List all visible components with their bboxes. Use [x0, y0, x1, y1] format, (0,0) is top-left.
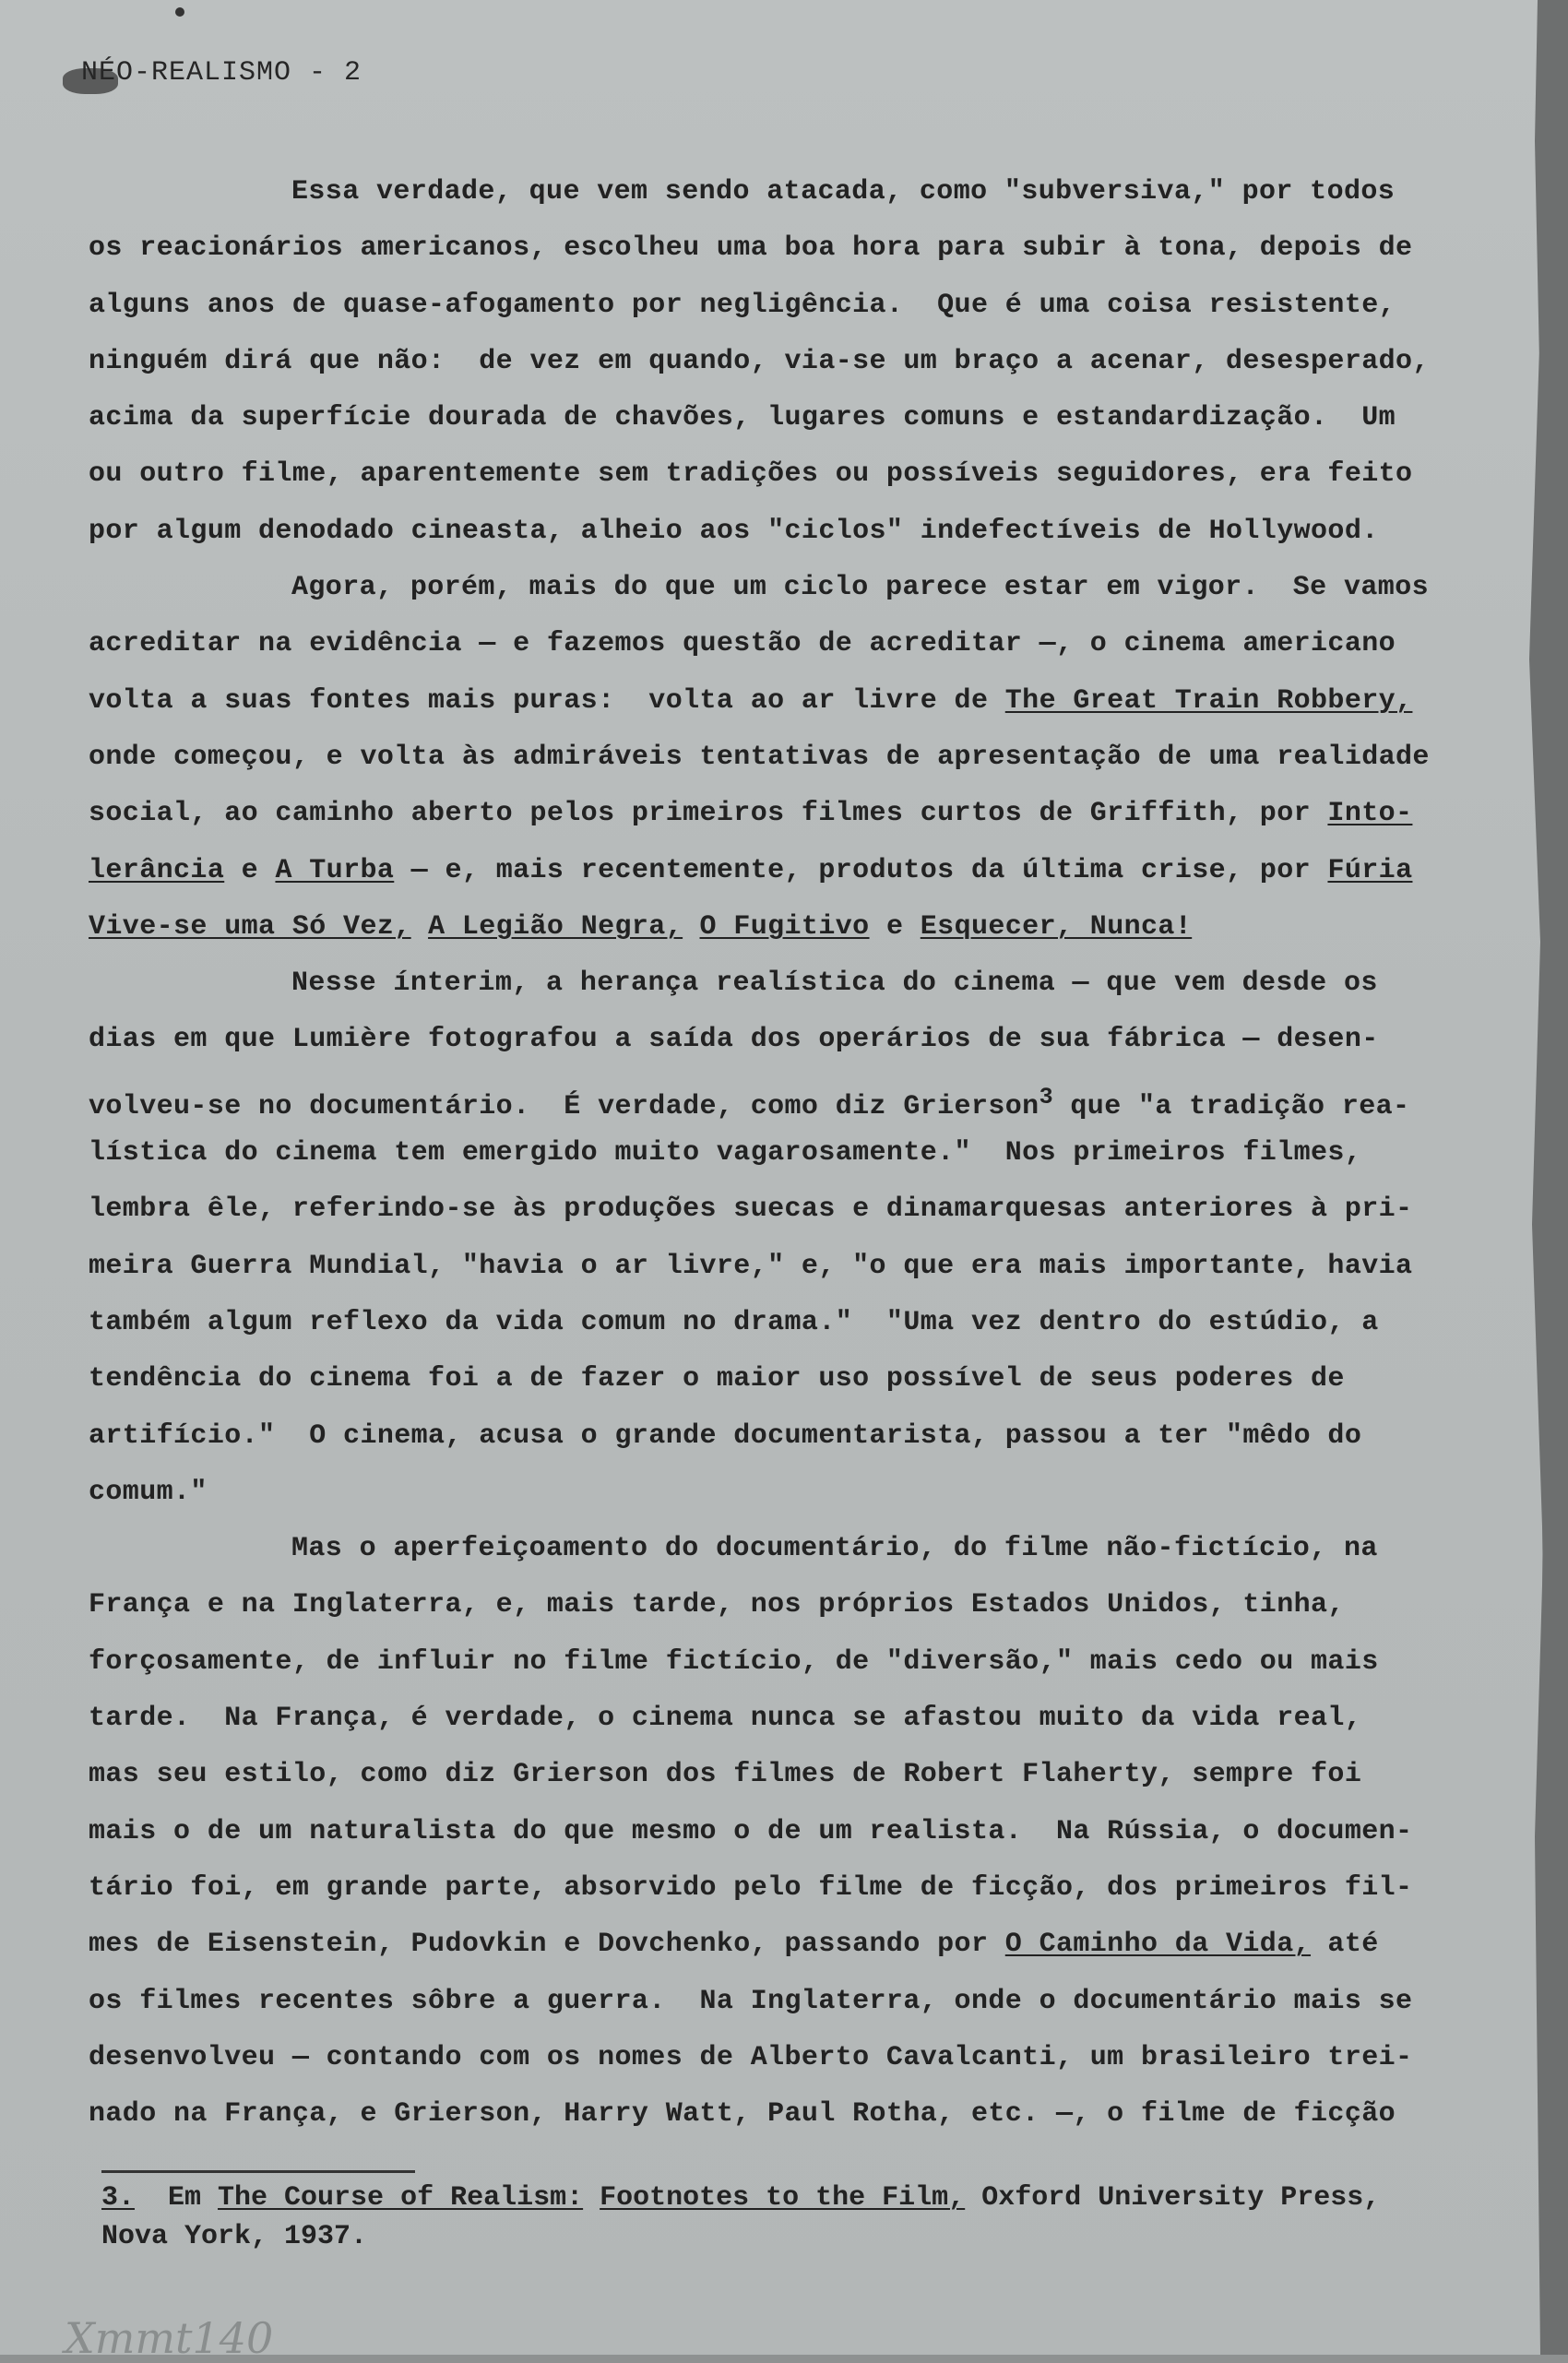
document-body [89, 164, 1546, 2143]
underlined-title: lerância [89, 854, 225, 886]
body-line [89, 616, 1546, 672]
text-run: volveu-se no documentário. É verdade, como diz Grierson [89, 1090, 1039, 1122]
underlined-title: Vive-se uma Só Vez, [89, 910, 411, 943]
body-line [89, 1408, 1546, 1465]
underlined-title: A Turba [275, 854, 395, 886]
footnote-line [101, 2179, 1540, 2217]
body-line [89, 1747, 1546, 1803]
body-line [89, 446, 1546, 503]
text-run: tarde. Na França, é verdade, o cinema nunca se afastou muito da vida real, [89, 1703, 1362, 1735]
text-run: por algum denodado cineasta, alheio aos "ciclos" indefectíveis de Hollywood. [89, 515, 1379, 547]
underlined-title: A Legião Negra, [428, 910, 683, 943]
text-run: acreditar na evidência — e fazemos questão de acreditar —, o cinema americano [89, 628, 1396, 660]
body-line [89, 1917, 1546, 1973]
text-run: acima da superfície dourada de chavões, lugares comuns e estandardização. Um [89, 402, 1396, 434]
text-run: nado na França, e Grierson, Harry Watt, Paul Rotha, etc. —, o filme de ficção [89, 2098, 1396, 2131]
footnote-rule [101, 2170, 415, 2173]
footnote [101, 2179, 1540, 2256]
text-run: lembra êle, referindo-se às produções suecas e dinamarquesas anteriores à pri- [89, 1193, 1413, 1226]
text-run: — e, mais recentemente, produtos da última crise, por [394, 854, 1328, 886]
body-line [89, 278, 1546, 334]
body-line [89, 1239, 1546, 1295]
text-run: mas seu estilo, como diz Grierson dos filmes de Robert Flaherty, sempre foi [89, 1759, 1362, 1791]
body-line [89, 1634, 1546, 1691]
text-run: tário foi, em grande parte, absorvido pelo filme de ficção, dos primeiros fil- [89, 1871, 1413, 1904]
text-run: Essa verdade, que vem sendo atacada, como "subversiva," por todos [291, 176, 1396, 208]
text-run: mes de Eisenstein, Pudovkin e Dovchenko, passando por [89, 1929, 1005, 1961]
body-line [89, 1125, 1546, 1182]
body-line [89, 843, 1546, 899]
body-line [89, 1351, 1546, 1407]
text-run: Oxford University Press, [965, 2182, 1381, 2214]
body-line [89, 560, 1546, 616]
text-run: alguns anos de quase-afogamento por negligência. Que é uma coisa resistente, [89, 289, 1396, 321]
body-line [89, 2030, 1546, 2086]
text-run: os reacionários americanos, escolheu uma boa hora para subir à tona, depois de [89, 232, 1413, 265]
text-run: e [869, 910, 921, 943]
body-line [89, 1804, 1546, 1860]
text-run: lística do cinema tem emergido muito vagarosamente." Nos primeiros filmes, [89, 1137, 1362, 1170]
body-line [89, 1182, 1546, 1238]
body-line [89, 1860, 1546, 1917]
body-line [89, 1577, 1546, 1633]
body-line [89, 334, 1546, 390]
text-run: e [224, 854, 276, 886]
text-run [411, 911, 428, 943]
body-line [89, 1521, 1546, 1577]
footnote-line [101, 2217, 1540, 2256]
text-run: os filmes recentes sôbre a guerra. Na Inglaterra, onde o documentário mais se [89, 1985, 1413, 2017]
underlined-title: Esquecer, Nunca! [920, 910, 1193, 943]
handwritten-note: Xmmt140 [65, 2313, 274, 2363]
text-run: ninguém dirá que não: de vez em quando, via-se um braço a acenar, desesperado, [89, 345, 1430, 377]
body-line [89, 2086, 1546, 2143]
underlined-title: The Great Train Robbery, [1004, 684, 1413, 717]
underlined-title: O Fugitivo [699, 910, 870, 943]
page-header: NÉO-REALISMO - 2 [81, 57, 362, 89]
text-run: Agora, porém, mais do que um ciclo parece estar em vigor. Se vamos [291, 572, 1429, 604]
text-run: França e na Inglaterra, e, mais tarde, nos próprios Estados Unidos, tinha, [89, 1589, 1345, 1621]
text-run: ou outro filme, aparentemente sem tradições ou possíveis seguidores, era feito [89, 458, 1413, 491]
body-line [89, 220, 1546, 277]
text-run: Mas o aperfeiçoamento do documentário, do filme não-fictício, na [291, 1533, 1378, 1565]
text-run: dias em que Lumière fotografou a saída dos operários de sua fábrica — desen- [89, 1024, 1379, 1056]
body-line [89, 390, 1546, 446]
text-run: comum." [89, 1476, 208, 1508]
underlined-title: Footnotes to the Film, [600, 2182, 966, 2214]
body-line [89, 673, 1546, 730]
text-run [583, 2182, 600, 2214]
body-line [89, 1691, 1546, 1747]
ink-dot [175, 7, 184, 17]
text-run: desenvolveu — contando com os nomes de Alberto Cavalcanti, um brasileiro trei- [89, 2041, 1413, 2073]
text-run: Nova York, 1937. [101, 2221, 368, 2252]
underlined-title: 3. [101, 2182, 136, 2214]
text-run: também algum reflexo da vida comum no drama." "Uma vez dentro do estúdio, a [89, 1306, 1379, 1338]
text-run: tendência do cinema foi a de fazer o maior uso possível de seus poderes de [89, 1363, 1345, 1395]
text-run: até [1311, 1929, 1379, 1961]
body-line [89, 1295, 1546, 1351]
text-run: social, ao caminho aberto pelos primeiros filmes curtos de Griffith, por [89, 798, 1328, 830]
body-line [89, 1069, 1546, 1125]
underlined-title: Into- [1327, 798, 1413, 830]
body-line [89, 956, 1546, 1012]
text-run: artifício." O cinema, acusa o grande documentarista, passou a ter "mêdo do [89, 1419, 1362, 1452]
text-run: mais o de um naturalista do que mesmo o de um realista. Na Rússia, o documen- [89, 1815, 1413, 1847]
text-run: onde começou, e volta às admiráveis tentativas de apresentação de uma realidade [89, 741, 1430, 773]
text-run: que "a tradição rea- [1052, 1090, 1410, 1122]
text-run: meira Guerra Mundial, "havia o ar livre," e, "o que era mais importante, havia [89, 1250, 1413, 1282]
text-run: forçosamente, de influir no filme fictício, de "diversão," mais cedo ou mais [89, 1645, 1379, 1678]
underlined-title: O Caminho da Vida, [1004, 1929, 1312, 1961]
footnote-ref: 3 [1039, 1083, 1053, 1110]
body-line [89, 899, 1546, 956]
body-line [89, 1974, 1546, 2030]
text-run: Nesse ínterim, a herança realística do cinema — que vem desde os [291, 968, 1378, 1000]
text-run: Em [135, 2182, 219, 2214]
body-line [89, 786, 1546, 842]
text-run [683, 911, 699, 943]
underlined-title: The Course of Realism: [218, 2182, 584, 2214]
body-line [89, 164, 1546, 220]
body-line [89, 730, 1546, 786]
body-line [89, 1465, 1546, 1521]
body-line [89, 1012, 1546, 1068]
underlined-title: Fúria [1327, 854, 1413, 886]
text-run: volta a suas fontes mais puras: volta ao ar livre de [89, 684, 1005, 717]
body-line [89, 504, 1546, 560]
